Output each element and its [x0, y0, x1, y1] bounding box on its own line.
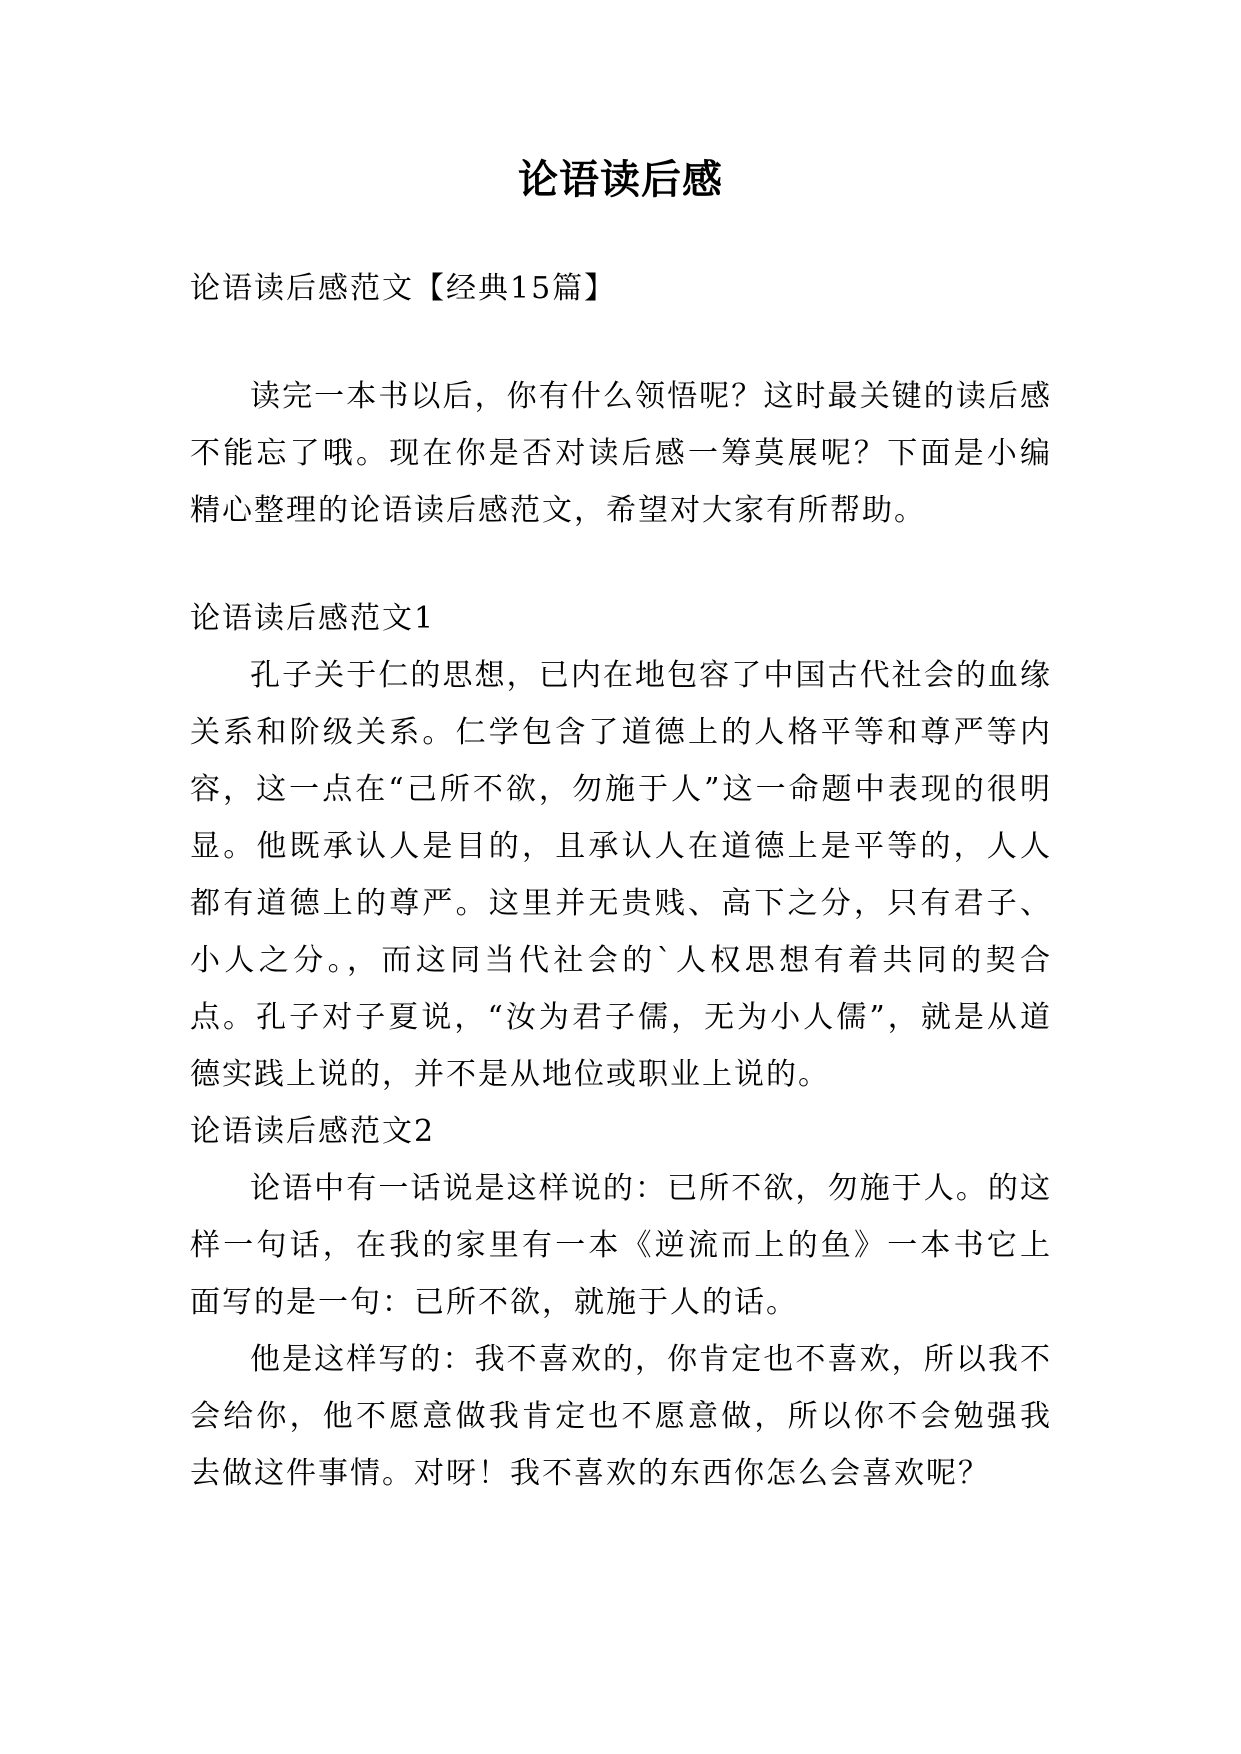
intro-paragraph: 读完一本书以后，你有什么领悟呢？这时最关键的读后感不能忘了哦。现在你是否对读后感一筹莫展呢？下面是小编精心整理的论语读后感范文，希望对大家有所帮助。	[190, 379, 1052, 528]
section-2-paragraph-2: 他是这样写的：我不喜欢的，你肯定也不喜欢，所以我不会给你，他不愿意做我肯定也不愿意做，所以你不会勉强我去做这件事情。对呀！我不喜欢的东西你怎么会喜欢呢？	[190, 1342, 1052, 1491]
section-heading-2: 论语读后感范文2	[190, 1114, 436, 1149]
section-heading-1: 论语读后感范文1	[190, 601, 436, 636]
document-title: 论语读后感	[518, 156, 723, 203]
section-1-paragraph-1: 孔子关于仁的思想，已内在地包容了中国古代社会的血缘关系和阶级关系。仁学包含了道德上的人格平等和尊严等内容，这一点在“己所不欲，勿施于人”这一命题中表现的很明显。他既承认人是目的，且承认人在道德上是平等的，人人都有道德上的尊严。这里并无贵贱、高下之分，只有君子、小人之分。，而这同当代社会的`人权思想有着共同的契合点。孔子对子夏说，“汝为君子儒，无为小人儒”，就是从道德实践上说的，并不是从地位或职业上说的。	[190, 658, 1052, 1092]
document-subtitle: 论语读后感范文【经典15篇】	[190, 271, 617, 306]
section-2-paragraph-1: 论语中有一话说是这样说的：已所不欲，勿施于人。的这样一句话，在我的家里有一本《逆流而上的鱼》一本书它上面写的是一句：已所不欲，就施于人的话。	[190, 1171, 1052, 1320]
document-body	[190, 260, 1052, 1502]
